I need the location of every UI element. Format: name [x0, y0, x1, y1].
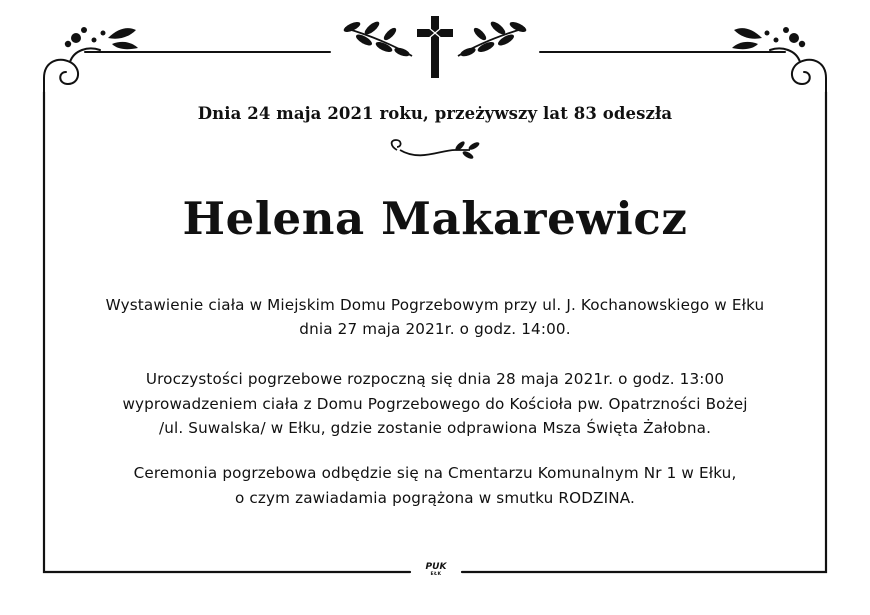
ceremony-line-3: /ul. Suwalska/ w Ełku, gdzie zostanie odprawiona Msza Święta Żałobna.	[158, 419, 712, 437]
flourish-divider-icon	[392, 140, 481, 160]
viewing-line-2: dnia 27 maja 2021r. o godz. 14:00.	[299, 320, 571, 338]
deceased-name: Helena Makarewicz	[182, 192, 688, 245]
logo-text: PUK	[425, 562, 447, 572]
laurel-branch-icon	[458, 19, 528, 57]
publisher-logo	[416, 563, 456, 577]
laurel-branch-icon	[342, 19, 412, 57]
burial-line-1: Ceremonia pogrzebowa odbędzie się na Cmentarzu Komunalnym Nr 1 w Ełku,	[133, 464, 737, 482]
corner-scroll-icon	[732, 27, 805, 49]
ceremony-line-1: Uroczystości pogrzebowe rozpoczną się dnia 28 maja 2021r. o godz. 13:00	[145, 370, 725, 388]
burial-line-2: o czym zawiadamia pogrążona w smutku RODZINA.	[235, 489, 635, 507]
ceremony-line-2: wyprowadzeniem ciała z Domu Pogrzebowego do Kościoła pw. Opatrzności Bożej	[122, 395, 748, 413]
viewing-line-1: Wystawienie ciała w Miejskim Domu Pogrzebowym przy ul. J. Kochanowskiego w Ełku	[105, 296, 765, 314]
corner-scroll-icon	[65, 27, 138, 49]
notice-headline: Dnia 24 maja 2021 roku, przeżywszy lat 83 odeszła	[197, 104, 673, 123]
cross-icon	[417, 16, 453, 78]
logo-subtext: EŁK	[430, 572, 442, 577]
